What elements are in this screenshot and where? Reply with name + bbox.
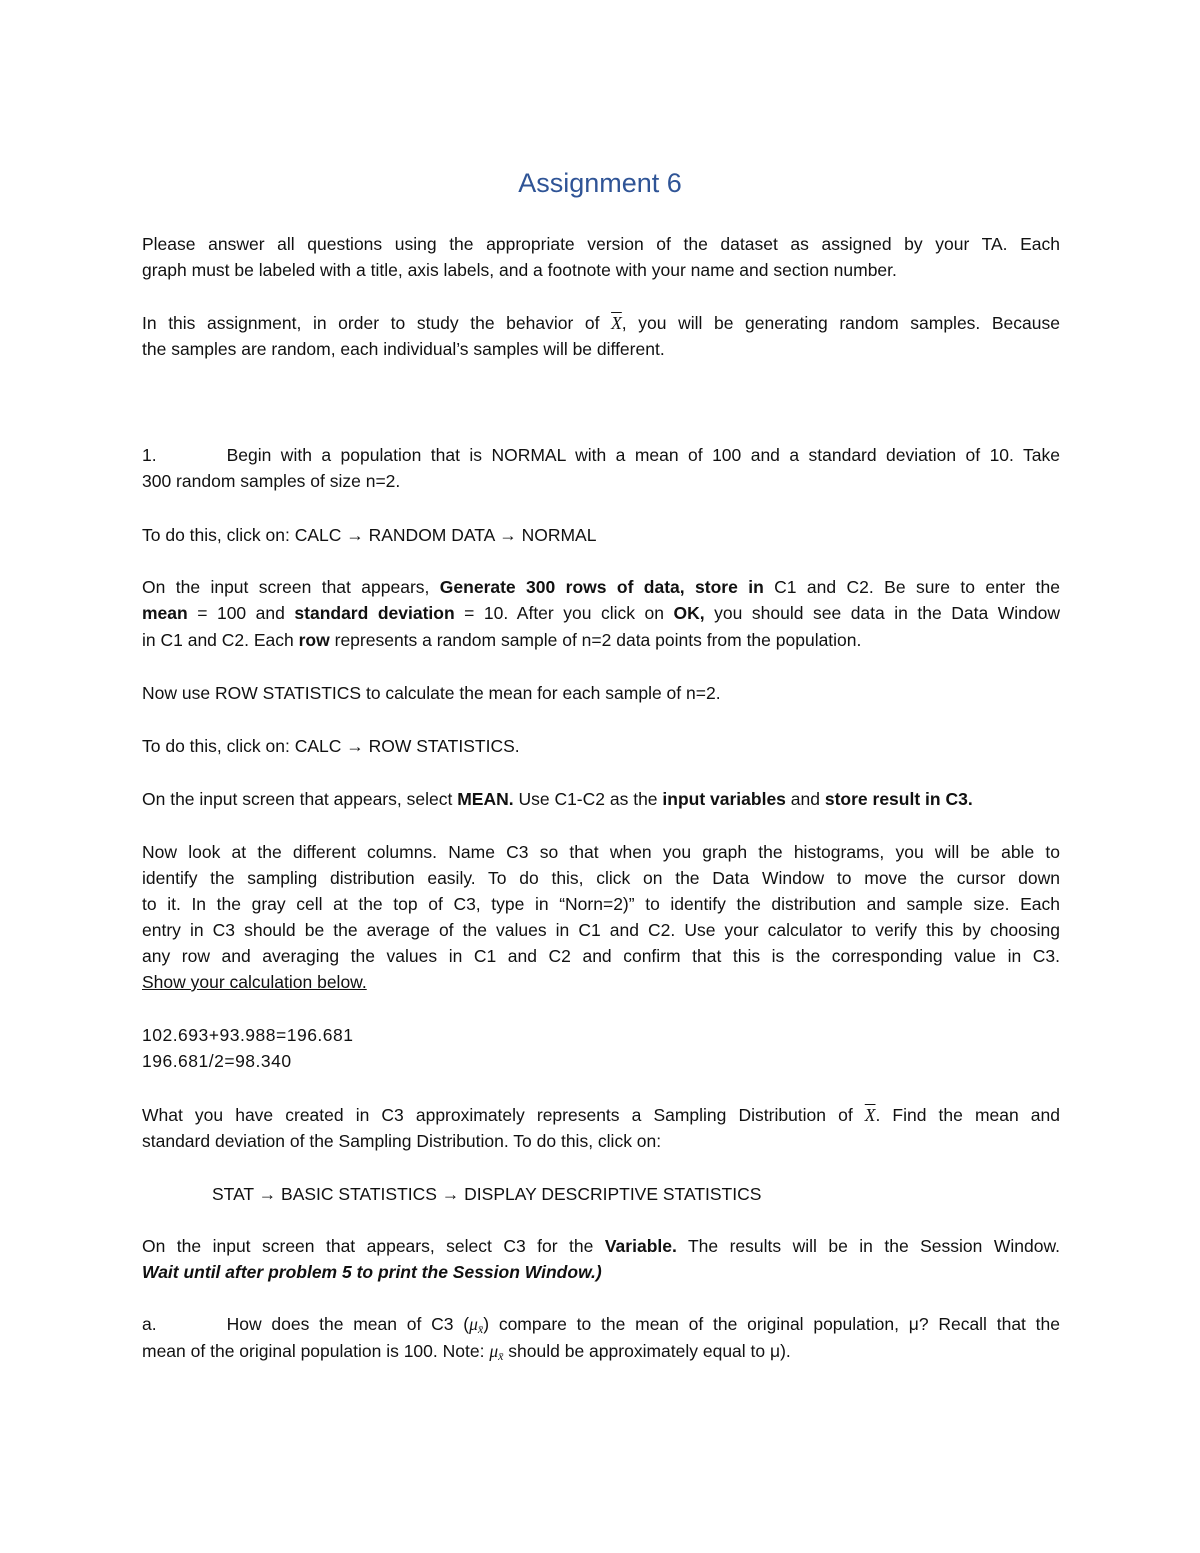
q1-name-line-2: identify the sampling distribution easily. To do this, click on the Data Window to move the cursor down (142, 868, 1060, 888)
q1-input-line-1: On the input screen that appears, Generate 300 rows of data, store in C1 and C2. Be sure to enter the (142, 577, 1060, 597)
qa-line-1: a. How does the mean of C3 $(\mu_{x̄})$ compare to the mean of the original population, μ? Recall that the (142, 1314, 1061, 1336)
page-title: Assignment 6 (518, 168, 682, 198)
intro-line-2: graph must be labeled with a title, axis labels, and a footnote with your name and section number. (142, 260, 897, 280)
q1-nav-random: To do this, click on: CALC → RANDOM DATA → NORMAL (142, 525, 597, 545)
q1-name-line-1: Now look at the different columns. Name C3 so that when you graph the histograms, you will be able to (142, 842, 1060, 862)
q1-nav-descriptive: STAT → BASIC STATISTICS → DISPLAY DESCRIPTIVE STATISTICS (212, 1184, 762, 1204)
mu-xbar-symbol: $\mu_{x̄}$ (489, 1341, 504, 1363)
q1-line-1: 1. Begin with a population that is NORMAL with a mean of 100 and a standard deviation of 10. Take (142, 445, 1060, 465)
q1-sampling-line-2: standard deviation of the Sampling Distribution. To do this, click on: (142, 1131, 662, 1151)
q1-name-line-4: entry in C3 should be the average of the values in C1 and C2. Use your calculator to verify this by choosing (142, 920, 1060, 940)
q1-input-line-2: mean = 100 and standard deviation = 10. After you click on OK, you should see data in the Data Window (142, 603, 1060, 623)
intro-line-4: the samples are random, each individual’s samples will be different. (142, 339, 665, 359)
intro-line-3: In this assignment, in order to study the behavior of $\overline{X}$, you will be generating random samples. Because (142, 313, 1060, 333)
q1-name-line-5: any row and averaging the values in C1 and C2 and confirm that this is the corresponding value in C3. (142, 946, 1060, 966)
q1-select-mean: On the input screen that appears, select MEAN. Use C1-C2 as the input variables and store result in C3. (142, 789, 973, 809)
q1-show-calculation: Show your calculation below. (142, 972, 367, 992)
q1-input-line-3: in C1 and C2. Each row represents a random sample of n=2 data points from the population. (142, 630, 862, 650)
calculation-mean: 196.681/2=98.340 (142, 1051, 292, 1071)
intro-line-1: Please answer all questions using the appropriate version of the dataset as assigned by your TA. Each (142, 234, 1060, 254)
q1-nav-row-statistics: To do this, click on: CALC → ROW STATISTICS. (142, 736, 520, 756)
calculation-sum: 102.693+93.988=196.681 (142, 1025, 354, 1045)
q1-wait-note: Wait until after problem 5 to print the Session Window.) (142, 1262, 602, 1282)
q1-name-line-3: to it. In the gray cell at the top of C3, type in “Norn=2)” to identify the distribution and sample size. Each (142, 894, 1060, 914)
q1-line-2: 300 random samples of size n=2. (142, 471, 401, 491)
q1-row-statistics: Now use ROW STATISTICS to calculate the mean for each sample of n=2. (142, 683, 721, 703)
xbar-symbol: $\overline{X}$ (864, 1105, 876, 1125)
mu-xbar-symbol: $\mu_{x̄}$ (469, 1314, 484, 1336)
qa-line-2: mean of the original population is 100. Note: $\mu_{x̄}$ should be approximately equal to μ). (142, 1341, 791, 1363)
q1-variable-line: On the input screen that appears, select C3 for the Variable. The results will be in the Session Window. (142, 1236, 1060, 1256)
xbar-symbol: $\overline{X}$ (611, 313, 622, 333)
q1-sampling-line-1: What you have created in C3 approximately represents a Sampling Distribution of $\overline{X}$. Find the mean and (142, 1105, 1060, 1125)
